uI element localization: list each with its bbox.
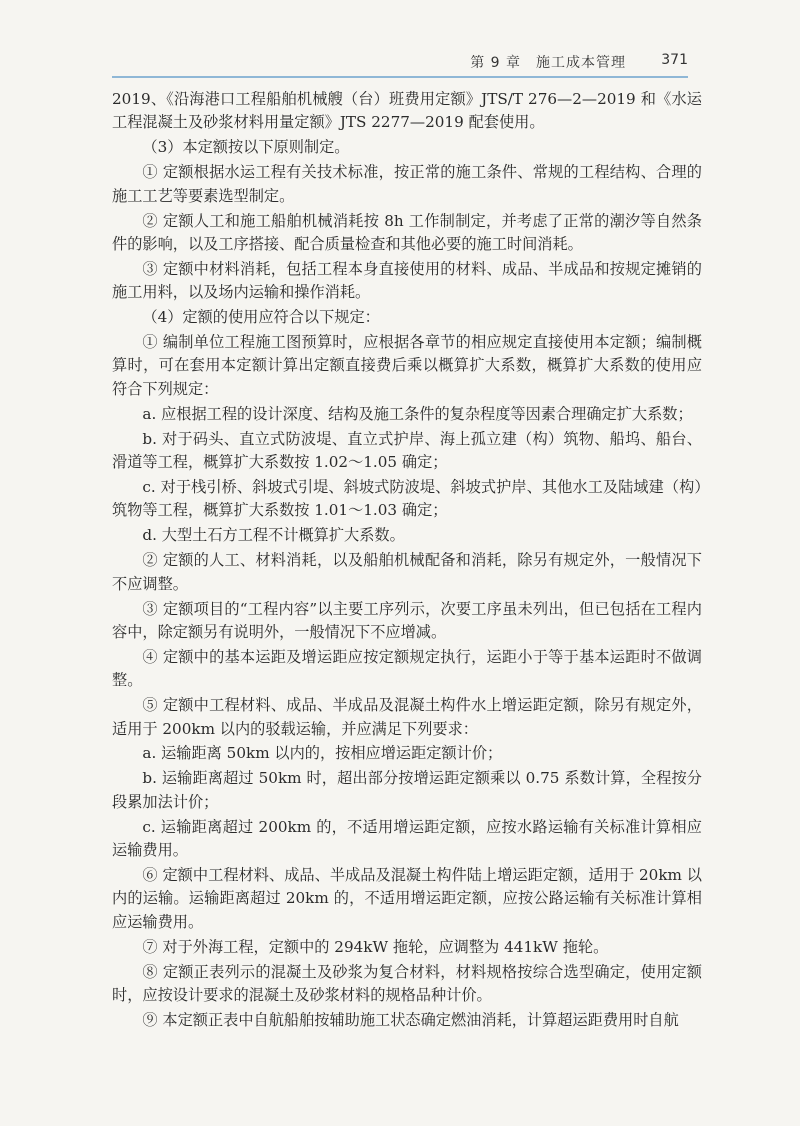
paragraph: c. 运输距离超过 200km 的，不适用增运距定额，应按水路运输有关标准计算相应运输费用。 [112,817,702,860]
paragraph: ⑦ 对于外海工程，定额中的 294kW 拖轮，应调整为 441kW 拖轮。 [142,937,609,956]
paragraph: a. 应根据工程的设计深度、结构及施工条件的复杂程度等因素合理确定扩大系数； [142,404,693,423]
paragraph: ① 编制单位工程施工图预算时，应根据各章节的相应规定直接使用本定额；编制概算时，可在套用本定额计算出定额直接费后乘以概算扩大系数，概算扩大系数的使用应符合下列规定： [112,333,702,398]
paragraph: ③ 定额中材料消耗，包括工程本身直接使用的材料、成品、半成品和按规定摊销的施工用料，以及场内运输和操作消耗。 [112,259,702,302]
paragraph: ⑧ 定额正表列示的混凝土及砂浆为复合材料，材料规格按综合选型确定，使用定额时，应按设计要求的混凝土及砂浆材料的规格品种计价。 [112,962,702,1005]
paragraph: ④ 定额中的基本运距及增运距应按定额规定执行，运距小于等于基本运距时不做调整。 [112,647,702,690]
paragraph: c. 对于栈引桥、斜坡式引堤、斜坡式防波堤、斜坡式护岸、其他水工及陆域建（构）筑物等工程，概算扩大系数按 1.01～1.03 确定； [112,478,702,520]
paragraph: ③ 定额项目的“工程内容”以主要工序列示，次要工序虽未列出，但已包括在工程内容中，除定额另有说明外，一般情况下不应增减。 [112,599,702,641]
paragraph: ⑨ 本定额正表中自航船舶按辅助施工状态确定燃油消耗，计算超运距费用时自航 [142,1010,679,1029]
paragraph: ⑤ 定额中工程材料、成品、半成品及混凝土构件水上增运距定额，除另有规定外，适用于 200km 以内的驳载运输，并应满足下列要求： [112,696,702,738]
paragraph: （3）本定额按以下原则制定。 [142,138,350,157]
paragraph: 2019、《沿海港口工程船舶机械艘（台）班费用定额》JTS/T 276—2—2019 和《水运工程混凝土及砂浆材料用量定额》JTS 2277—2019 配套使用。 [112,90,702,132]
paragraph: b. 运输距离超过 50km 时，超出部分按增运距定额乘以 0.75 系数计算，全程按分段累加法计价； [112,769,702,811]
page-number: 371 [661,52,688,68]
running-header [112,52,688,78]
paragraph: ② 定额人工和施工船舶机械消耗按 8h 工作制制定，并考虑了正常的潮汐等自然条件的影响，以及工序搭接、配合质量检查和其他必要的施工时间消耗。 [112,211,702,253]
paragraph: ⑥ 定额中工程材料、成品、半成品及混凝土构件陆上增运距定额，适用于 20km 以内的运输。运输距离超过 20km 的，不适用增运距定额，应按公路运输有关标准计算相应运输费用。 [112,866,702,931]
paragraph: b. 对于码头、直立式防波堤、直立式护岸、海上孤立建（构）筑物、船坞、船台、滑道等工程，概算扩大系数按 1.02～1.05 确定； [112,429,702,472]
body-text [112,88,702,1034]
paragraph: （4）定额的使用应符合以下规定： [142,308,380,327]
chapter-title: 第 9 章 施工成本管理 [470,55,626,71]
paragraph: a. 运输距离 50km 以内的，按相应增运距定额计价； [142,744,503,763]
paragraph: ① 定额根据水运工程有关技术标准，按正常的施工条件、常规的工程结构、合理的施工工艺等要素选型制定。 [112,163,702,205]
paragraph: ② 定额的人工、材料消耗，以及船舶机械配备和消耗，除另有规定外，一般情况下不应调整。 [112,551,702,593]
paragraph: d. 大型土石方工程不计概算扩大系数。 [142,526,405,545]
